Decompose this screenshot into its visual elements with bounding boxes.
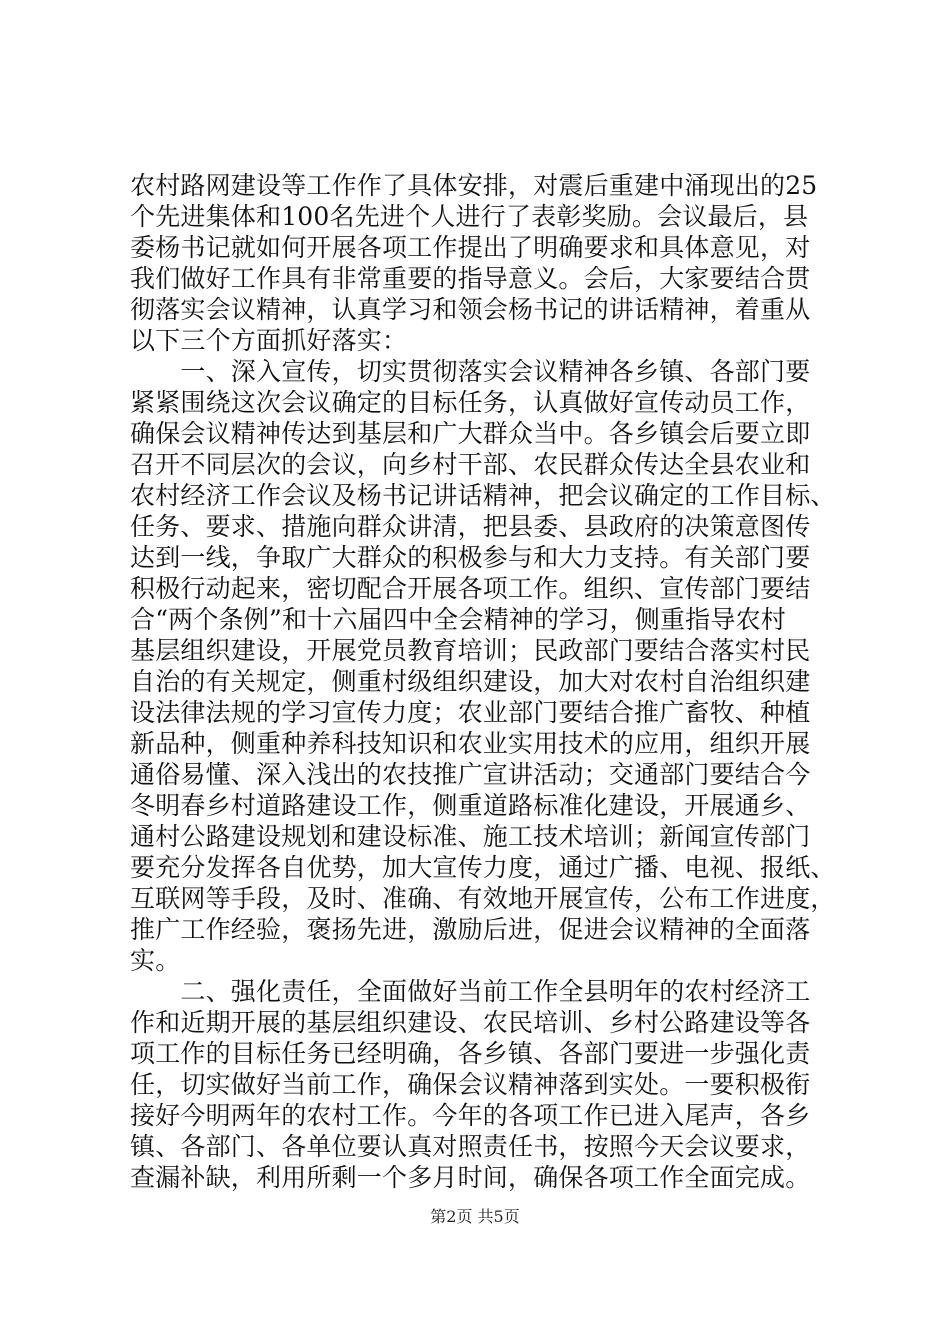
text-line: 一、深入宣传，切实贯彻落实会议精神各乡镇、各部门要 [130,357,811,386]
text-line: 二、强化责任，全面做好当前工作全县明年的农村经济工 [130,977,811,1006]
text-line: 基层组织建设，开展党员教育培训；民政部门要结合落实村民 [130,636,811,665]
text-line: 推广工作经验，褒扬先进，激励后进，促进会议精神的全面落 [130,915,811,944]
text-line: 个先进集体和100名先进个人进行了表彰奖励。会议最后，县 [130,202,809,231]
text-line: 我们做好工作具有非常重要的指导意义。会后，大家要结合贯 [130,264,811,293]
text-line: 合“两个条例”和十六届四中全会精神的学习，侧重指导农村 [130,605,786,634]
text-line: 接好今明两年的农村工作。今年的各项工作已进入尾声，各乡 [130,1101,811,1130]
text-line: 积极行动起来，密切配合开展各项工作。组织、宣传部门要结 [130,574,811,603]
text-line: 紧紧围绕这次会议确定的目标任务，认真做好宣传动员工作， [130,388,811,417]
text-line: 项工作的目标任务已经明确，各乡镇、各部门要进一步强化责 [130,1039,811,1068]
text-line: 作和近期开展的基层组织建设、农民培训、乡村公路建设等各 [130,1008,811,1037]
text-line: 冬明春乡村道路建设工作，侧重道路标准化建设，开展通乡、 [130,791,811,820]
text-line: 以下三个方面抓好落实： [130,326,408,355]
text-line: 互联网等手段，及时、准确、有效地开展宣传，公布工作进度， [130,884,836,913]
text-line: 确保会议精神传达到基层和广大群众当中。各乡镇会后要立即 [130,419,811,448]
text-line: 镇、各部门、各单位要认真对照责任书，按照今天会议要求， [130,1132,811,1161]
text-line: 查漏补缺，利用所剩一个多月时间，确保各项工作全面完成。 [130,1163,811,1192]
text-line: 农村经济工作会议及杨书记讲话精神，把会议确定的工作目标、 [130,481,836,510]
text-line: 通村公路建设规划和建设标准、施工技术培训；新闻宣传部门 [130,822,811,851]
text-line: 自治的有关规定，侧重村级组织建设，加大对农村自治组织建 [130,667,811,696]
text-line: 要充分发挥各自优势，加大宣传力度，通过广播、电视、报纸、 [130,853,836,882]
text-line: 设法律法规的学习宣传力度；农业部门要结合推广畜牧、种植 [130,698,811,727]
text-line: 实。 [130,946,181,975]
page-number: 第2页 共5页 [430,1207,520,1226]
text-line: 新品种，侧重种养科技知识和农业实用技术的应用，组织开展 [130,729,811,758]
text-line: 达到一线，争取广大群众的积极参与和大力支持。有关部门要 [130,543,811,572]
text-line: 彻落实会议精神，认真学习和领会杨书记的讲话精神，着重从 [130,295,811,324]
text-line: 任务、要求、措施向群众讲清，把县委、县政府的决策意图传 [130,512,811,541]
text-line: 委杨书记就如何开展各项工作提出了明确要求和具体意见，对 [130,233,811,262]
text-line: 农村路网建设等工作作了具体安排，对震后重建中涌现出的25 [130,171,818,200]
text-line: 任，切实做好当前工作，确保会议精神落到实处。一要积极衔 [130,1070,811,1099]
text-line: 召开不同层次的会议，向乡村干部、农民群众传达全县农业和 [130,450,811,479]
body-text [130,170,836,1193]
text-line: 通俗易懂、深入浅出的农技推广宣讲活动；交通部门要结合今 [130,760,811,789]
